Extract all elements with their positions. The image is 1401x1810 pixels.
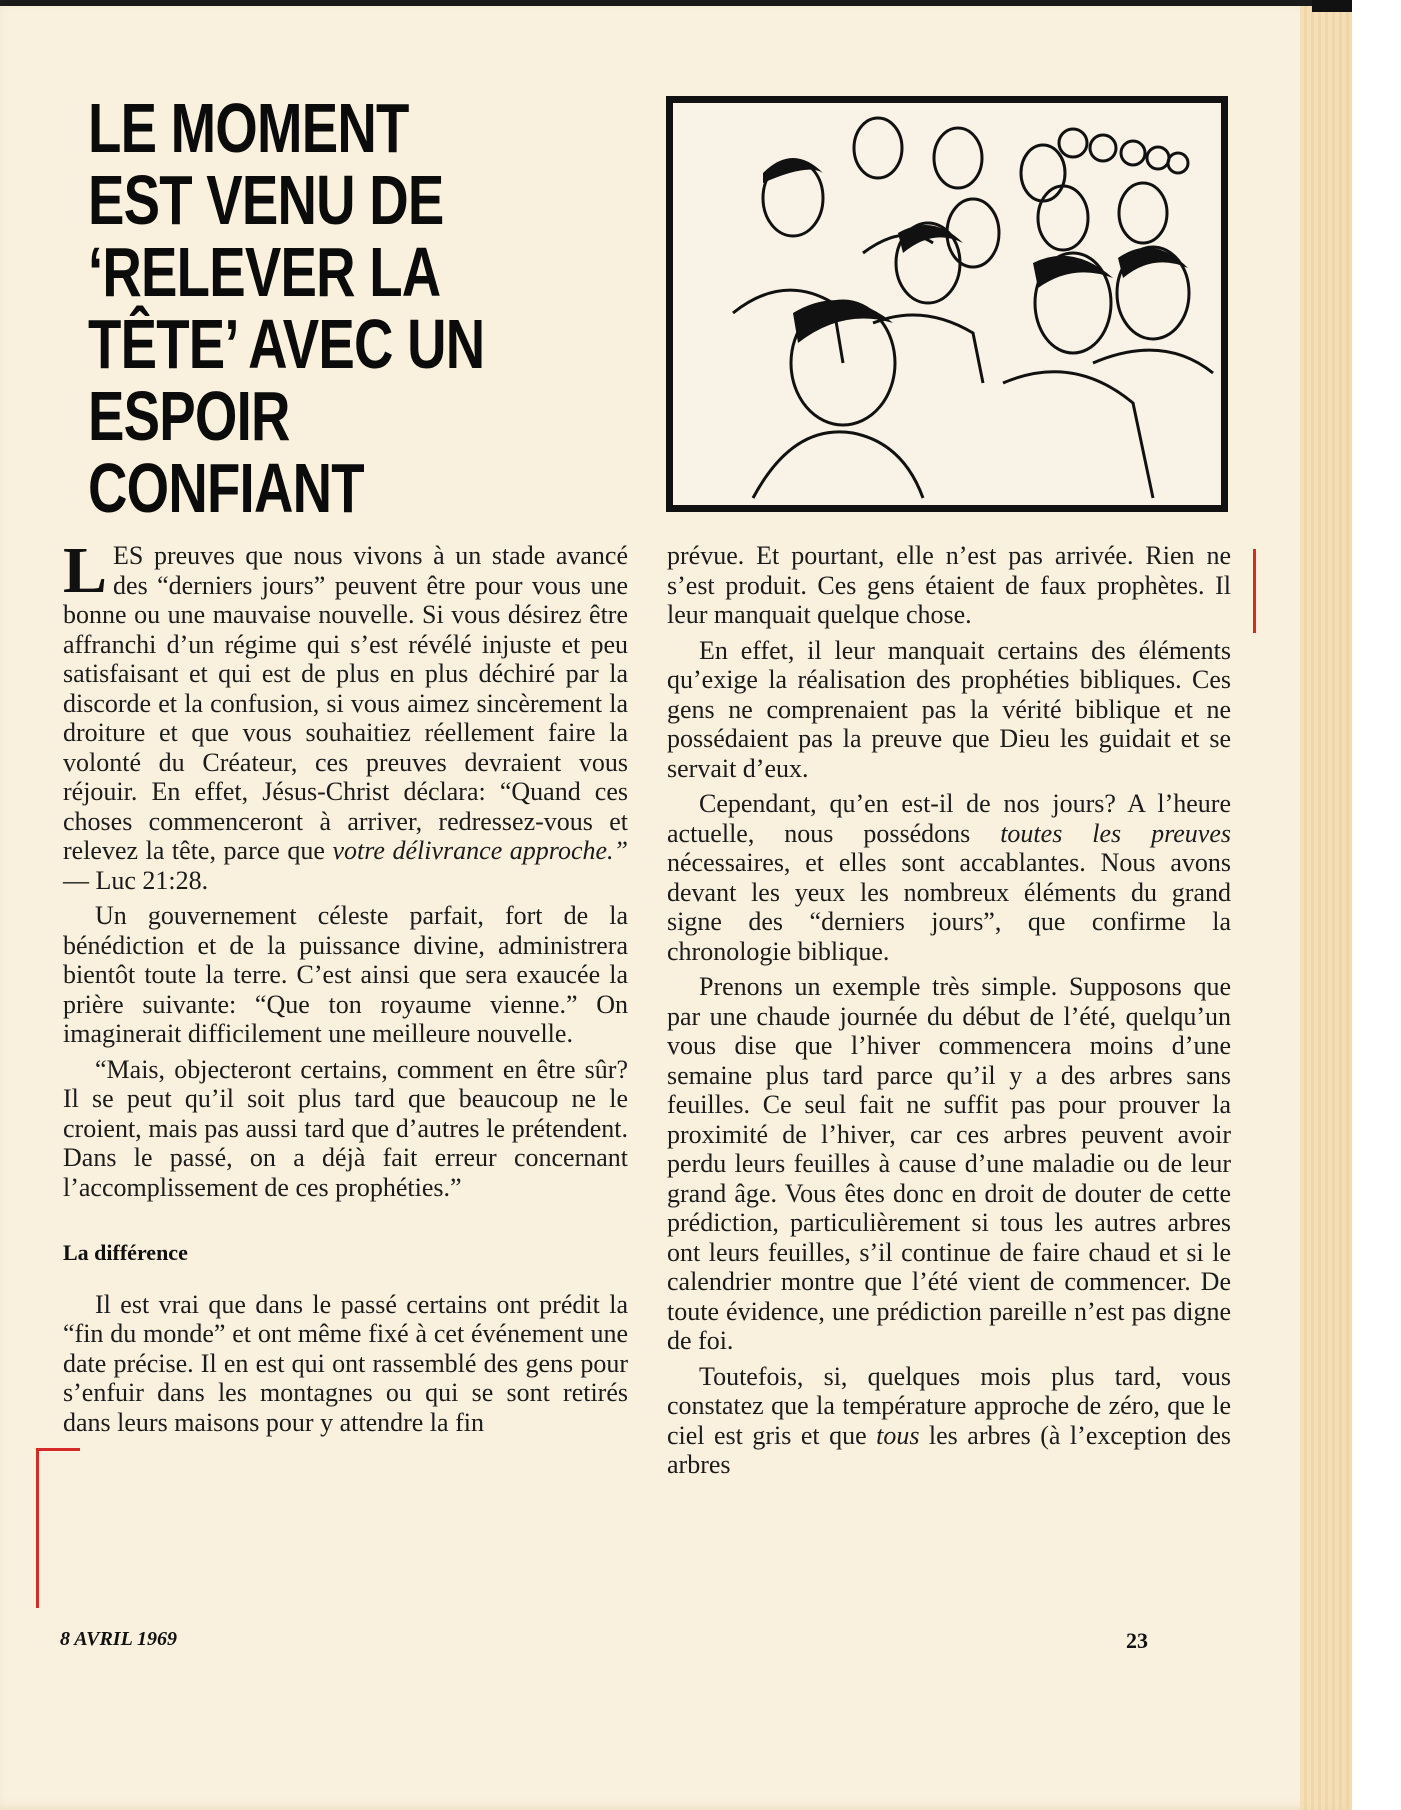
- crowd-illustration: [666, 96, 1228, 512]
- paragraph: Il est vrai que dans le passé certains ont prédit la “fin du monde” et ont même fixé à cet événement une date précise. Il en est qui ont rassemblé des gens pour s’enfuir dans les montagnes ou qui se sont retirés dans leurs maisons pour y attendre la fin: [63, 1289, 628, 1437]
- margin-marker: [1253, 549, 1256, 633]
- page-edge: [1300, 0, 1352, 1810]
- paragraph: LES preuves que nous vivons à un stade avancé des “derniers jours” peuvent être pour vous une bonne ou une mauvaise nouvelle. Si vous désirez être affranchi d’un régime qui s’est révélé injuste et peu satisfaisant et qui est de plus en plus déchiré par la discorde et la confusion, si vous aimez sincèrement la droiture et que vous souhaitiez réellement faire la volonté du Créateur, ces preuves devraient vous réjouir. En effet, Jésus-Christ déclara: “Quand ces choses commenceront à arriver, redressez-vous et relevez la tête, parce que votre délivrance approche.” — Luc 21:28.: [63, 534, 629, 895]
- corner-mark: [1312, 0, 1352, 12]
- article-headline: LE MOMENT EST VENU DE ‘RELEVER LA TÊTE’ AVEC UN ESPOIR CONFIANT: [88, 89, 485, 527]
- text-column-right: [667, 541, 1231, 1486]
- paragraph: “Mais, objecteront certains, comment en être sûr? Il se peut qu’il soit plus tard que beaucoup ne le croient, mais pas aussi tard que d’autres le prétendent. Dans le passé, on a déjà fait erreur concernant l’accomplissement de ces prophéties.”: [63, 1054, 628, 1202]
- paragraph: prévue. Et pourtant, elle n’est pas arrivée. Rien ne s’est produit. Ces gens étaient de faux prophètes. Il leur manquait quelque chose.: [667, 541, 1231, 629]
- paragraph: Toutefois, si, quelques mois plus tard, vous constatez que la température approche de zéro, que le ciel est gris et que tous les arbres (à l’exception des arbres: [667, 1361, 1232, 1479]
- paragraph: En effet, il leur manquait certains des éléments qu’exige la réalisation des prophéties bibliques. Ces gens ne comprenaient pas la vérité biblique et ne possédaient pas la preuve que Dieu les guidait et se servait d’eux.: [667, 635, 1231, 783]
- top-border: [0, 0, 1352, 6]
- paragraph: Cependant, qu’en est-il de nos jours? A l’heure actuelle, nous possédons toutes les preuves nécessaires, et elles sont accablantes. Nous avons devant les yeux les nombreux éléments du grand signe des “derniers jours”, que confirme la chronologie biblique.: [667, 789, 1231, 966]
- section-subhead: La différence: [63, 1240, 188, 1265]
- page-number: 23: [1126, 1628, 1148, 1653]
- margin-marker: [36, 1448, 39, 1608]
- text-column-left: [63, 534, 629, 1443]
- paragraph: Un gouvernement céleste parfait, fort de la bénédiction et de la puissance divine, administrera bientôt toute la terre. C’est ainsi que sera exaucée la prière suivante: “Que ton royaume vienne.” On imaginerait difficilement une meilleure nouvelle.: [63, 901, 628, 1048]
- issue-date: 8 AVRIL 1969: [60, 1628, 178, 1650]
- crowd-illustration-icon: [673, 103, 1221, 505]
- drop-cap: L: [63, 534, 108, 607]
- margin-marker: [36, 1448, 80, 1451]
- paragraph: Prenons un exemple très simple. Supposons que par une chaude journée du début de l’été, quelqu’un vous dise que l’hiver commencera moins d’une semaine plus tard parce qu’il y a des arbres sans feuilles. Ce seul fait ne suffit pas pour prouver la proximité de l’hiver, car ces arbres peuvent avoir perdu leurs feuilles à cause d’une maladie ou de leur grand âge. Vous êtes donc en droit de douter de cette prédiction, particulièrement si tous les autres arbres ont leurs feuilles, s’il continue de faire chaud et si le calendrier montre que l’été vient de commencer. De toute évidence, une prédiction pareille n’est pas digne de foi.: [667, 972, 1231, 1355]
